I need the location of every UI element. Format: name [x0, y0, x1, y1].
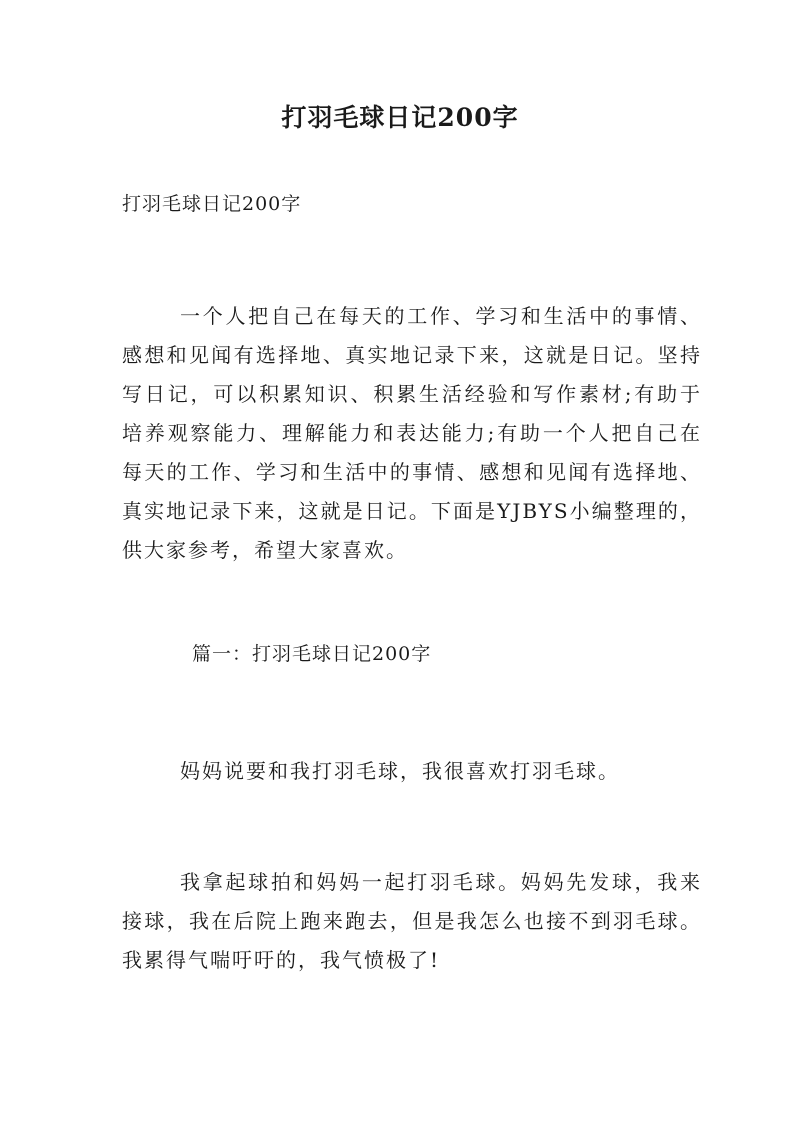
intro-paragraph: 一个人把自己在每天的工作、学习和生活中的事情、感想和见闻有选择地、真实地记录下来，这就是日记。坚持写日记，可以积累知识、积累生活经验和写作素材;有助于培养观察能力、理解能力和表达能力;有助一个人把自己在每天的工作、学习和生活中的事情、感想和见闻有选择地、真实地记录下来，这就是日记。下面是YJBYS小编整理的，供大家参考，希望大家喜欢。 [122, 304, 702, 562]
section-heading: 篇一：打羽毛球日记200字 [192, 643, 432, 665]
diary-paragraph-2: 我拿起球拍和妈妈一起打羽毛球。妈妈先发球，我来接球，我在后院上跑来跑去，但是我怎么也接不到羽毛球。我累得气喘吁吁的，我气愤极了! [122, 870, 702, 972]
document-subtitle: 打羽毛球日记200字 [122, 193, 302, 215]
diary-paragraph-1: 妈妈说要和我打羽毛球，我很喜欢打羽毛球。 [180, 759, 620, 783]
document-title: 打羽毛球日记200字 [281, 103, 519, 132]
